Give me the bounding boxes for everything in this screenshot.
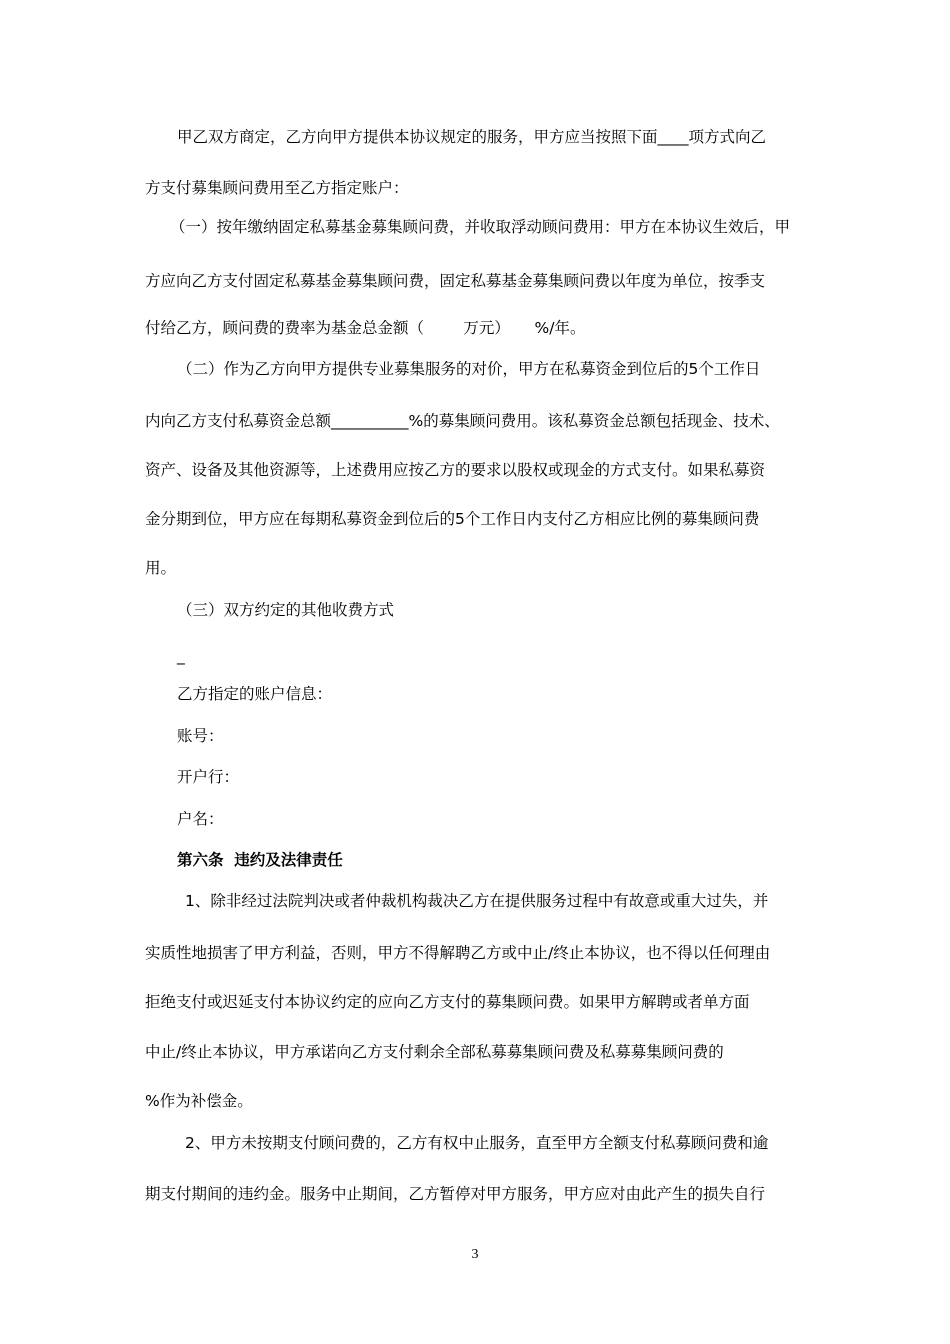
article-title: 第六条 违约及法律责任 — [177, 851, 343, 869]
paragraph-line: 期支付期间的违约金。服务中止期间，乙方暂停对甲方服务，甲方应对由此产生的损失自行 — [145, 1185, 766, 1203]
page-number: 3 — [471, 1247, 479, 1262]
paragraph-line: 方应向乙方支付固定私募基金募集顾问费，固定私募基金募集顾问费以年度为单位，按季支 — [145, 272, 766, 290]
paragraph-line: 资产、设备及其他资源等，上述费用应按乙方的要求以股权或现金的方式支付。如果私募资 — [145, 461, 766, 479]
paragraph-line: 2、甲方未按期支付顾问费的，乙方有权中止服务，直至甲方全额支付私募顾问费和逾 — [185, 1134, 769, 1152]
paragraph-line: （一）按年缴纳固定私募基金募集顾问费，并收取浮动顾问费用：甲方在本协议生效后，甲 — [170, 218, 791, 236]
paragraph-line: %作为补偿金。 — [145, 1092, 253, 1110]
paragraph-line: （二）作为乙方向甲方提供专业募集服务的对价，甲方在私募资金到位后的5个工作日 — [177, 360, 761, 378]
paragraph-line: 甲乙双方商定，乙方向甲方提供本协议规定的服务，甲方应当按照下面____项方式向乙 — [177, 128, 767, 146]
paragraph-line: 拒绝支付或迟延支付本协议约定的应向乙方支付的募集顾问费。如果甲方解聘或者单方面 — [145, 993, 750, 1011]
account-number-label: 账号： — [177, 727, 224, 745]
paragraph-line: 实质性地损害了甲方利益，否则，甲方不得解聘乙方或中止/终止本协议，也不得以任何理由 — [145, 944, 771, 962]
paragraph-line: 方支付募集顾问费用至乙方指定账户： — [145, 179, 409, 197]
blank-line: _ — [177, 647, 185, 665]
paragraph-line: 中止/终止本协议，甲方承诺向乙方支付剩余全部私募募集顾问费及私募募集顾问费的 — [145, 1043, 724, 1061]
account-info-label: 乙方指定的账户信息： — [177, 685, 333, 703]
section-heading: （三）双方约定的其他收费方式 — [177, 601, 395, 619]
account-name-label: 户名： — [177, 810, 224, 828]
paragraph-line: 1、除非经过法院判决或者仲裁机构裁决乙方在提供服务过程中有故意或重大过失，并 — [185, 892, 769, 910]
paragraph-line: 金分期到位，甲方应在每期私募资金到位后的5个工作日内支付乙方相应比例的募集顾问费 — [145, 510, 760, 528]
paragraph-line: 内向乙方支付私募资金总额__________%的募集顾问费用。该私募资金总额包括现金、技术、 — [145, 412, 780, 430]
paragraph-line: 付给乙方，顾问费的费率为基金总金额（ 万元） %/年。 — [145, 319, 586, 337]
bank-label: 开户行： — [177, 768, 240, 786]
paragraph-line: 用。 — [145, 559, 177, 577]
